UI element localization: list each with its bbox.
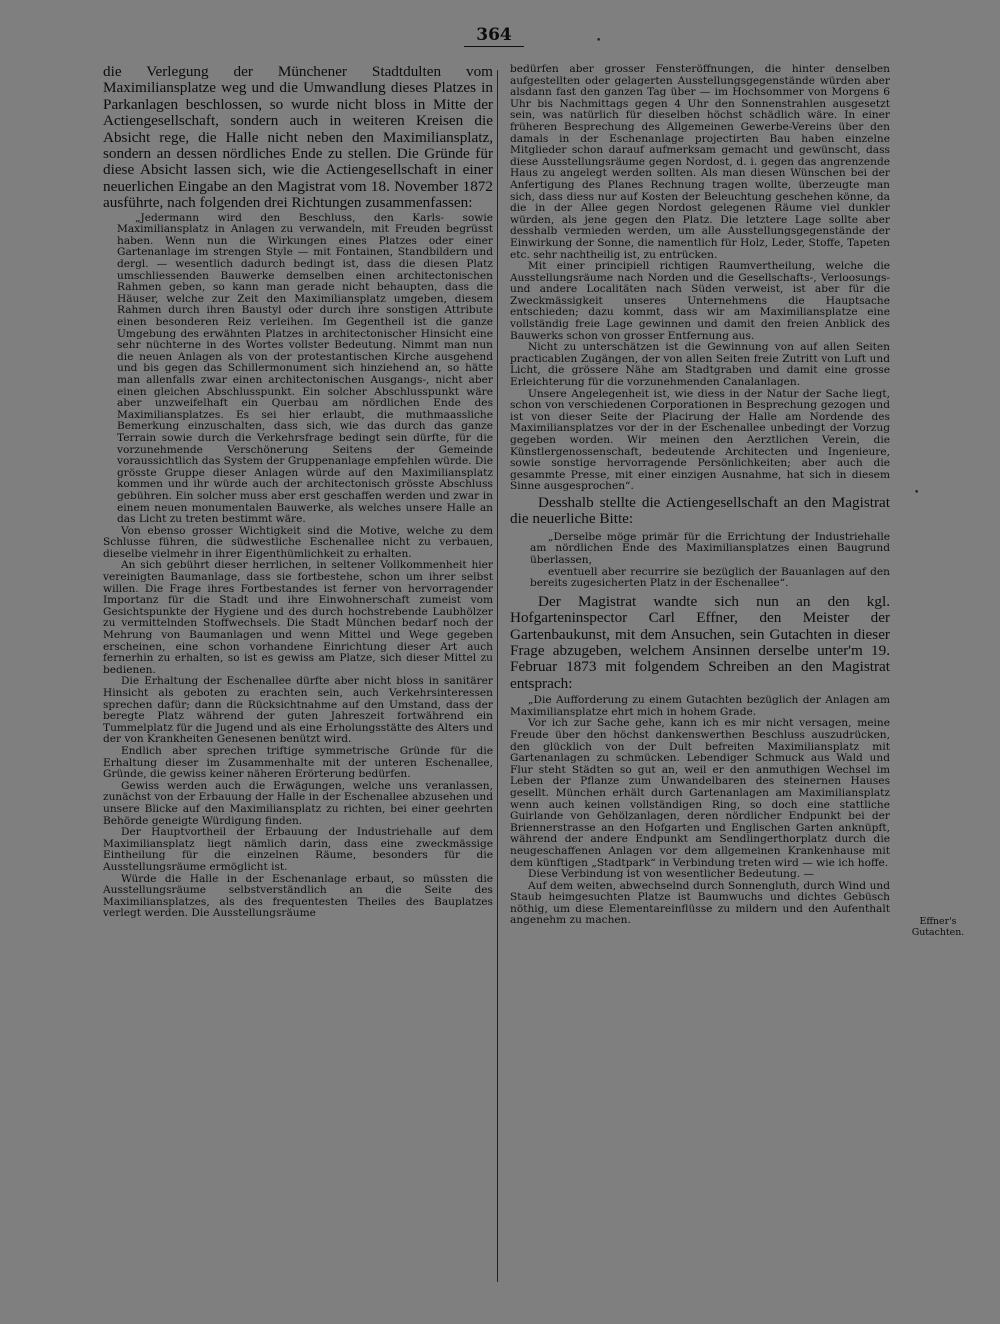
effner-letter [510, 695, 890, 927]
quote-paragraph: Unsere Angelegenheit ist, wie diess in der Natur der Sache liegt, schon von verschiedenen Corporationen in Besprechung gezogen und ist von dieser Seite der Placirung der Halle am Nordende des Maximiliansplatzes vor der in der Eschenallee unbedingt der Vorzug gegeben worden. Wir meinen den Aerztlichen Verein, die Künstlergenossenschaft, bedeutende Architecten und Ingenieure, sowie sonstige hervorragende Persönlichkeiten; aber auch die gesammte Presse, mit einer einzigen Ausnahme, hat sich in diesem Sinne ausgesprochen“. [510, 387, 890, 493]
quote-paragraph: An sich gebührt dieser herrlichen, in seltener Vollkommenheit hier vereinigten Baumanlage, dass sie fortbestehe, schon um ihrer selbst willen. Die Frage ihres Fortbestandes ist ferner von hervorragender Importanz für die Stadt und ihre Einwohnerschaft zumeist vom Gesichtspunkte der Hygiene und des durch hochstrebende Laubhölzer zu vermittelnden Stoffwechsels. Die Stadt München bedarf noch der Mehrung von Baumanlagen und wenn Mittel und Wege gegeben erscheinen, eine schon vorhandene Einrichtung dieser Art auch fernerhin zu erhalten, so ist es gewiss am Platze, sich dieser Mittel zu bedienen. [103, 559, 493, 676]
letter-paragraph: Vor ich zur Sache gehe, kann ich es mir nicht versagen, meine Freude über den höchst dankenswerthen Beschluss auszudrücken, den glücklich von der Dult befreiten Maximiliansplatz mit Gartenanlagen zu schmücken. Lebendiger Schmuck aus Wald und Flur steht Städten so gut an, weil er den anmuthigen Wechsel im Leben der Pflanze zum Unwandelbaren des steinernen Hauses gesellt. München erhält durch Gartenanlagen am Maximiliansplatz wenn auch keinen vollständigen Ring, so doch eine stattliche Guirlande von Gehölzanlagen, deren nördlicher Endpunkt bei der Briennerstrasse an den Hofgarten und Englischen Garten anknüpft, während der andere Endpunkt am Sendlingerthorplatz durch die neugeschaffenen Anlagen vor dem allgemeinen Krankenhause mit dem künftigen „Stadtpark“ in Verbindung treten wird — wie ich hoffe. [510, 717, 890, 869]
quote-paragraph: Die Erhaltung der Eschenallee dürfte aber nicht bloss in sanitärer Hinsicht als geboten zu erachten sein, auch Verkehrsinteressen sprechen dafür; dann die Rücksichtnahme auf den Umstand, dass der beregte Platz während der guten Jahreszeit fortwährend ein Tummelplatz für die Jugend und als eine Erholungsstätte des Alters und der von Krankheiten Genesenen benützt wird. [103, 675, 493, 746]
page-number: 364 [464, 24, 524, 47]
magistrat-paragraph: Der Magistrat wandte sich nun an den kgl. Hofgarteninspector Carl Effner, den Meister der Gartenbaukunst, mit dem Ansuchen, sein Gutachten in dieser Frage abzugeben, welchem Ansinnen derselbe unter'm 19. Februar 1873 mit folgendem Schreiben an den Magistrat entsprach: [510, 592, 890, 692]
request-quote [510, 532, 890, 590]
speck-mark: • [596, 36, 602, 46]
right-column [510, 64, 890, 927]
speck-mark: • [914, 488, 920, 498]
lead-paragraph: die Verlegung der Münchener Stadtdulten vom Maximiliansplatze weg und die Umwandlung dieses Platzes in Parkanlagen beschlossen, so wurde nicht bloss in Mitte der Actiengesellschaft, sondern auch in weiteren Kreisen die Absicht rege, die Halle nicht neben den Maximiliansplatz, sondern an dessen nördliches Ende zu stellen. Die Gründe für diese Absicht lassen sich, wie die Actiengesellschaft in einer neuerlichen Eingabe an den Magistrat vom 18. November 1872 ausführte, nach folgenden drei Richtungen zusammenfassen: [103, 63, 493, 212]
quote-paragraph: Nicht zu unterschätzen ist die Gewinnung von auf allen Seiten practicablen Zugängen, der von allen Seiten freie Zutritt von Luft und Licht, die grössere Nähe am Stadtgraben und damit eine grosse Erleichterung für die vorzunehmenden Canalanlagen. [510, 341, 890, 389]
letter-paragraph: Auf dem weiten, abwechselnd durch Sonnengluth, durch Wind und Staub heimgesuchten Platze ist Baumwuchs und dichtes Gebüsch nöthig, um diese Elementareinflüsse zu mildern und den Aufenthalt angenehm zu machen. [510, 879, 890, 927]
margin-note: Effner's Gutachten. [911, 916, 965, 938]
quote-paragraph: Würde die Halle in der Eschenanlage erbaut, so müssten die Ausstellungsräume selbstverständlich an die Seite des Maximiliansplatzes, als des frequentesten Theiles des Bauplatzes verlegt werden. Die Ausstellungsräume [103, 872, 493, 920]
quote-paragraph: Mit einer principiell richtigen Raumvertheilung, welche die Ausstellungsräume nach Norden und die Gesellschafts-, Verloosungs- und andere Localitäten nach Süden verweist, ist aber für die Zweckmässigkeit unseres Unternehmens die Hauptsache entschieden; dazu kommt, dass wir am Maximiliansplatze eine vollständig freie Lage gewinnen und damit den freien Anblick des Bauwerks schon von grosser Entfernung aus. [510, 260, 890, 342]
continued-quote [510, 64, 890, 493]
column-divider [497, 70, 498, 1282]
quote-paragraph: „Derselbe möge primär für die Errichtung der Industriehalle am nördlichen Ende des Maximiliansplatzes einen Baugrund überlassen, [530, 530, 890, 566]
quote-paragraph: „Jedermann wird den Beschluss, den Karls- sowie Maximiliansplatz in Anlagen zu verwandeln, mit Freuden begrüsst haben. Wenn nun die Wirkungen eines Platzes oder einer Gartenanlage im strengen Style — mit Fontainen, Standbildern und dergl. — wesentlich dadurch bedingt ist, dass die diesen Platz umschliessenden Bauwerke demselben einen architectonischen Rahmen geben, so kann man gerade nicht behaupten, dass die Häuser, welche zur Zeit den Maximiliansplatz umgeben, diesem Rahmen durch ihren Baustyl oder durch ihre sonstigen Attribute einen besonderen Reiz verleihen. Im Gegentheil ist die ganze Umgebung des erwähnten Platzes in architectonischer Hinsicht eine sehr nüchterne in des Wortes vollster Bedeutung. Nimmt man nun die neuen Anlagen als von der protestantischen Kirche ausgehend und bis gegen das Schillermonument sich hinziehend an, so hätte man allenfalls zwar einen architectonischen Ausgangs-, nicht aber einen gleichen Abschlusspunkt. Ein solcher Abschlusspunkt wäre aber unzweifelhaft ein Querbau am nördlichen Ende des Maximiliansplatzes. Es sei hier erlaubt, die muthmaassliche Bemerkung einzuschalten, dass sich, wie das durch das ganze Terrain sowie durch die Verkehrsfrage bedingt sein dürfte, für die vorzunehmende Verschönerung Seitens der Gemeinde voraussichtlich das System der Gruppenanlage empfehlen würde. Die grösste Gruppe dieser Anlagen würde auf den Maximiliansplatz kommen und ihr würde auch der architectonisch grösste Abschluss gebühren. Ein solcher muss aber erst geschaffen werden und zwar in einem neuen monumentalen Bauwerke, als welches unsere Halle an das Licht zu treten bestimmt wäre. [117, 211, 493, 526]
letter-paragraph: „Die Aufforderung zu einem Gutachten bezüglich der Anlagen am Maximiliansplatze ehrt mich in hohem Grade. [510, 694, 890, 718]
letter-paragraph: Diese Verbindung ist von wesentlicher Bedeutung. — [528, 868, 815, 881]
quoted-submission [103, 213, 493, 920]
quote-paragraph: Der Hauptvortheil der Erbauung der Industriehalle auf dem Maximiliansplatz liegt nämlich darin, dass eine zweckmässige Eintheilung für die einzelnen Räume, besonders für die Ausstellungsräume ermöglicht ist. [103, 826, 493, 873]
quote-paragraph: eventuell aber recurrire sie bezüglich der Bauanlagen auf den bereits zugesicherten Platz in der Eschenallee“. [530, 565, 890, 590]
quote-paragraph: Von ebenso grosser Wichtigkeit sind die Motive, welche zu dem Schlusse führen, die südwestliche Eschenallee nicht zu verbauen, dieselbe vielmehr in ihrer Eigenthümlichkeit zu erhalten. [103, 524, 493, 560]
quote-paragraph: bedürfen aber grosser Fensteröffnungen, die hinter denselben aufgestellten oder gelagerten Ausstellungsgegenstände würden aber alsdann fast den ganzen Tag über — im Hochsommer von Morgens 6 Uhr bis Nachmittags gegen 4 Uhr den Sonnenstrahlen ausgesetzt sein, was natürlich für dieselben höchst schädlich wäre. In einer früheren Besprechung des Allgemeinen Gewerbe-Vereins über den damals in der Eschenanlage projectirten Bau haben einzelne Mitglieder schon darauf aufmerksam gemacht und gewünscht, dass diese Ausstellungsräume gegen Nordost, d. i. gegen das angrenzende Haus zu angelegt werden sollten. Als man diesen Wünschen bei der Anfertigung des Planes Rechnung tragen wollte, überzeugte man sich, dass diess nur auf Kosten der Beleuchtung geschehen könne, da die in der Allee gegen Nordost gelegenen Räume viel dunkler würden, als jene gegen den Platz. Die letztere Lage sollte aber desshalb vermieden werden, um alle Ausstellungsgegenstände der Einwirkung der Sonne, die namentlich für Holz, Leder, Stoffe, Tapeten etc. sehr nachtheilig ist, zu entrücken. [510, 63, 890, 261]
request-intro: Desshalb stellte die Actiengesellschaft an den Magistrat die neuerliche Bitte: [510, 493, 890, 528]
quote-paragraph: Gewiss werden auch die Erwägungen, welche uns veranlassen, zunächst von der Erbauung der Halle in der Eschenallee abzusehen und unsere Blicke auf den Maximiliansplatz zu richten, bei einer geehrten Behörde geneigte Würdigung finden. [103, 779, 493, 827]
left-column [103, 64, 493, 920]
quote-paragraph: Endlich aber sprechen triftige symmetrische Gründe für die Erhaltung dieser im Zusammenhalte mit der unteren Eschenallee, Gründe, die gewiss keiner näheren Erörterung bedürfen. [103, 744, 493, 781]
